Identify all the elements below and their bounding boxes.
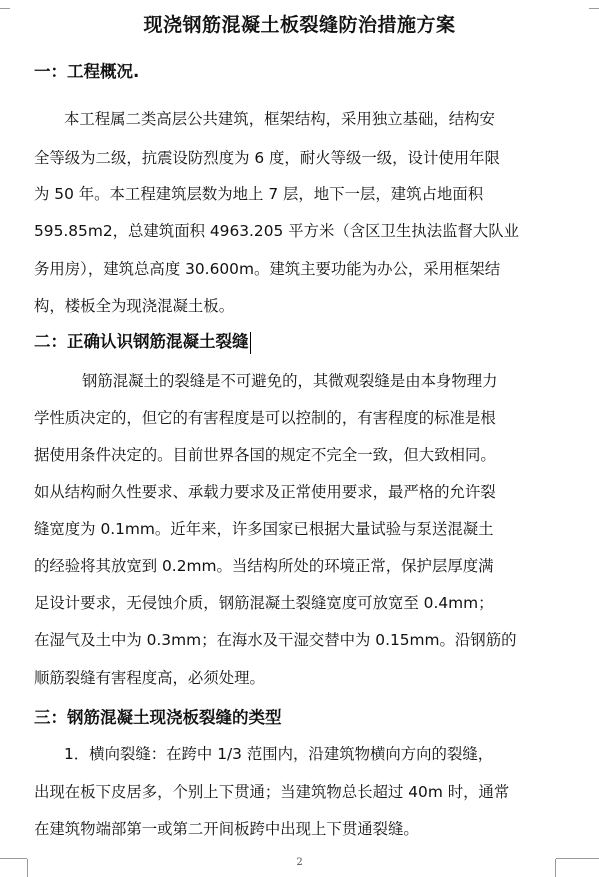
section-2-heading-text: 二：正确认识钢筋混凝土裂缝 — [34, 332, 249, 351]
section-1-heading: 一：工程概况. — [34, 62, 140, 81]
section-1-line-4: 595.85m2，总建筑面积 4963.205 平方米（含区卫生执法监督大队业 — [34, 222, 520, 240]
section-3-line-2: 出现在板下皮居多，个别上下贯通；当建筑物总长超过 40m 时，通常 — [34, 783, 510, 801]
section-2-heading — [34, 328, 251, 356]
section-2-line-9: 顺筋裂缝有害程度高，必须处理。 — [34, 669, 265, 687]
section-1-line-5: 务用房），建筑总高度 30.600m。建筑主要功能为办公，采用框架结 — [34, 260, 501, 278]
section-2-line-8: 在湿气及土中为 0.3mm；在海水及干湿交替中为 0.15mm。沿钢筋的 — [34, 631, 517, 649]
section-3-line-1: 1．横向裂缝：在跨中 1/3 范围内，沿建筑物横向方向的裂缝， — [64, 745, 494, 763]
section-2-line-1: 钢筋混凝土的裂缝是不可避免的，其微观裂缝是由本身物理力 — [82, 372, 498, 390]
section-2-line-5: 缝宽度为 0.1mm。近年来，许多国家已根据大量试验与泵送混凝土 — [34, 520, 494, 538]
document-title: 现浇钢筋混凝土板裂缝防治措施方案 — [143, 14, 456, 36]
section-1-line-3: 为 50 年。本工程建筑层数为地上 7 层，地下一层，建筑占地面积 — [34, 185, 484, 203]
crop-mark-top-right — [589, 8, 599, 9]
section-2-line-2: 学性质决定的，但它的有害程度是可以控制的，有害程度的标准是根 — [34, 409, 496, 427]
text-cursor — [250, 332, 252, 354]
section-3-heading: 三：钢筋混凝土现浇板裂缝的类型 — [34, 708, 282, 727]
section-1-line-6: 构，楼板全为现浇混凝土板。 — [34, 297, 235, 315]
section-3-line-3: 在建筑物端部第一或第二开间板跨中出现上下贯通裂缝。 — [34, 820, 419, 838]
crop-mark-top-left — [0, 8, 10, 9]
section-1-line-2: 全等级为二级，抗震设防烈度为 6 度，耐火等级一级，设计使用年限 — [34, 149, 500, 167]
section-2-line-3: 据使用条件决定的。目前世界各国的规定不完全一致，但大致相同。 — [34, 446, 496, 464]
section-2-line-6: 的经验将其放宽到 0.2mm。当结构所处的环境正常，保护层厚度满 — [34, 557, 494, 575]
page-number: 2 — [296, 857, 303, 868]
section-1-line-1: 本工程属二类高层公共建筑，框架结构，采用独立基础，结构安 — [64, 110, 495, 128]
section-2-line-7: 足设计要求，无侵蚀介质，钢筋混凝土裂缝宽度可放宽至 0.4mm； — [34, 594, 494, 612]
section-2-line-4: 如从结构耐久性要求、承载力要求及正常使用要求，最严格的允许裂 — [34, 483, 496, 501]
